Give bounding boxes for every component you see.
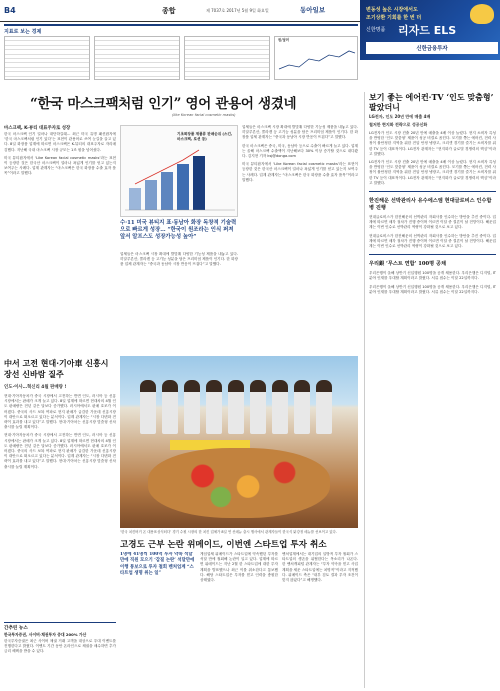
news-photo: [120, 356, 358, 528]
lead-column-1: [4, 132, 116, 352]
story-3-body-1: 게임업체 위메이드가 스타트업에 약속했던 투자를 석달 만에 철회해 논란이 일고 있다. 업계에 따르면 위메이드는 지난 2월 한 스타트업에 대한 투자 계획을 발표했으나 최근 이를 취소한다고 통보했다. 해당 스타트업은 투자를 믿고 인력을 충원한 상태였다.: [200, 552, 278, 583]
side-story-1-body-2: LG전자가 인도 시장 진출 20년 만에 매출을 4배 이상 늘렸다. 현지 소비자 특성을 반영한 ‘인도 맞춤형’ 제품이 성공 비결로 꼽힌다. 모기를 쫓는 에어컨, 전력 사정이 불안정한 지역을 위한 전압 안정 냉장고, 크리켓 경기를 즐기는 소비자를 위한 TV 등이 대표적이다. LG전자 관계자는 “현지화가 글로벌 경쟁력의 핵심”이라고 말했다.: [369, 160, 496, 185]
side-story-1-headline: 보기 좋는 에어컨·TV ‘인도 맞춤형’ 팔았더니: [369, 92, 494, 112]
ad-product-name: 리자드 ELS: [398, 24, 457, 37]
lead-column-2: [120, 252, 238, 352]
side-story-1-body: LG전자가 인도 시장 진출 20년 만에 매출을 4배 이상 늘렸다. 현지 소비자 특성을 반영한 ‘인도 맞춤형’ 제품이 성공 비결로 꼽힌다. 모기를 쫓는 에어컨, 전력 사정이 불안정한 지역을 위한 전압 안정 냉장고, 크리켓 경기를 즐기는 소비자를 위한 TV 등이 대표적이다. LG전자 관계자는 “현지화가 글로벌 경쟁력의 핵심”이라고 말했다.: [369, 131, 496, 156]
market-title: 지표로 보는 경제: [4, 29, 42, 35]
brief-item-title: 한국투자증권, 사이버·채권투자 증대 200% 가산: [4, 632, 87, 637]
food-platter: [148, 448, 330, 518]
page-number: B4: [4, 6, 16, 15]
lead-paragraph-1: 한국 마스크팩 인기 얼마나 대단하길래… 최근 미국 유명 패션잡지에 ‘한국 마스크팩처럼 인기 있다’는 표현이 관용어로 쓰여 눈길을 끌고 있다. 8일 화장품 업계에 따르면 마스크팩은 K-뷰티의 대표주자로 자리매김했다. 지난해 국내 마스크팩 시장 규모는 1조 원을 넘어섰다.: [4, 132, 116, 152]
side-story-1-subhead-2: 철저한 현지화 전략으로 성공신화: [369, 122, 428, 127]
ad-brand: 신한금융투자: [366, 42, 498, 54]
story-2-body-2: 현대·기아자동차가 중국 시장에서 고전하는 반면 인도, 러시아 등 신흥시장에서는 판매가 크게 늘고 있다. 8일 업계에 따르면 현대차의 4월 인도 판매량은 전년 같은 달보다 증가했다. 러시아에서도 판매 호조가 이어졌다. 중국의 사드 보복 여파로 현지 판매가 급감한 가운데 신흥시장이 대안으로 떠오르고 있다는 분석이다. 업계 관계자는 “시장 다변화 전략이 효과를 내고 있다”고 말했다. 현대·기아차는 신흥시장 맞춤형 신차 출시를 늘릴 계획이다.: [4, 433, 116, 469]
story-3-headline: 고경도 근부 논란 위메이드, 이번엔 스타트업 투자 취소: [120, 540, 327, 550]
mascot-icon: [470, 4, 494, 24]
newspaper-name: 동아일보: [300, 6, 326, 14]
side-story-3-headline: 우리銀 ‘무스트 연합’ 100명 공채: [369, 261, 446, 268]
lead-paragraph-2: 미국 뷰티잡지에서 ‘Like Korean facial cosmetic masks’라는 표현이 등장한 것은 한국산 마스크팩이 얼마나 폭넓게 인기를 얻고 있는지 보여주는 사례다. 업계 관계자는 “마스크팩은 한국 화장품 수출 효자 품목”이라고 말했다.: [4, 155, 116, 176]
lead-paragraph-3b: 업체들은 마스크팩 시장 확대에 발맞춰 다양한 기능성 제품을 내놓고 있다. 히알루론산, 콜라겐 등 고기능 성분을 담은 프리미엄 제품이 인기다. 한 화장품 업체 관계자는 “중국과 동남아 시장 반응이 뜨겁다”고 말했다.: [242, 125, 358, 140]
market-table-3: [184, 36, 270, 80]
story-3-column-3: [282, 552, 358, 688]
story-2-headline: 中서 고전 현대·기아車 신흥시장선 신바람 질주: [4, 358, 109, 379]
story-2-subhead: 인도·이사…혁신리 4월 판매량 !: [4, 385, 67, 390]
story-3-body-2: 벤처업계에서는 대기업의 일방적 투자 철회가 스타트업의 생존을 위협한다는 목소리가 나온다. 한 벤처캐피털 관계자는 “투자 약속을 믿고 사업 계획을 세운 스타트업에는 치명적”이라고 지적했다. 위메이드 측은 “내부 검토 결과 투자 조건이 맞지 않았다”고 해명했다.: [282, 552, 358, 583]
story-2-body: 현대·기아자동차가 중국 시장에서 고전하는 반면 인도, 러시아 등 신흥시장에서는 판매가 크게 늘고 있다. 8일 업계에 따르면 현대차의 4월 인도 판매량은 전년 같은 달보다 증가했다. 러시아에서도 판매 호조가 이어졌다. 중국의 사드 보복 여파로 현지 판매가 급감한 가운데 신흥시장이 대안으로 떠오르고 있다는 분석이다. 업계 관계자는 “시장 다변화 전략이 효과를 내고 있다”고 말했다. 현대·기아차는 신흥시장 맞춤형 신차 출시를 늘릴 계획이다.: [4, 394, 116, 430]
side-story-2-body: 현대글로비스가 한진해운의 선박관리 자회사를 인수하는 방안을 추진 중이다. 업계에 따르면 매각 절차가 진행 중이며 이르면 이달 중 결론이 날 전망이다. 해운업계는 이번 인수로 선박관리 역량이 강화될 것으로 보고 있다.: [369, 215, 496, 230]
side-story-3-body: 우리은행이 올해 상반기 신입행원 100명을 공개 채용한다. 우리은행은 디지털, IT 분야 인재를 우대할 계획이라고 밝혔다. 서류 접수는 이달 22일까지다.: [369, 271, 496, 281]
lead-paragraph-4: 한국 마스크팩은 중국, 미국, 동남아 등으로 수출이 빠르게 늘고 있다. 업계는 올해 마스크팩 수출액이 지난해보다 30% 이상 증가할 것으로 내다봤다. 김지현 기자 ksj@donga.com: [242, 143, 358, 159]
side-story-1-subhead: LG전자, 인도 20년 만에 매출 4배: [369, 114, 431, 119]
lead-tag: 마스크팩, K-뷰티 대표주자로 성장: [4, 126, 71, 131]
dateline: 제 7037호 2017년 5월 9일 화요일: [206, 8, 269, 13]
people-figures: [136, 380, 342, 440]
chart-title: 기초화장품 제품류 판매순위 (스킨, 마스크팩, 로션 등): [177, 132, 233, 141]
story-3-column-1: [120, 552, 196, 688]
story-2-body-block: [4, 394, 116, 618]
exchange-rate-chart: [274, 36, 358, 80]
lead-pullquote: 수·11 미국 뷰티지 표·동남아 화장 독창적 기술력으로 빠르게 성장… “한국이 원조라는 인식 퍼져 앞서 알프스도 성장가능성 높아”: [120, 220, 237, 241]
news-brief: [4, 622, 116, 688]
market-table-2: [94, 36, 180, 80]
lead-subhead-en: (like Korean facial cosmetic masks): [172, 113, 236, 117]
ad-line-2: 조기상환 기회를 한 번 더: [366, 15, 422, 21]
brief-title: 간추린 뉴스: [4, 626, 28, 631]
lead-column-3: [242, 125, 358, 352]
sales-rank-chart: [120, 125, 238, 217]
lead-paragraph-3: 업체들은 마스크팩 시장 확대에 발맞춰 다양한 기능성 제품을 내놓고 있다. 히알루론산, 콜라겐 등 고기능 성분을 담은 프리미엄 제품이 인기다. 한 화장품 업체 관계자는 “중국과 동남아 시장 반응이 뜨겁다”고 말했다.: [120, 252, 238, 267]
story-3-column-2: [200, 552, 278, 688]
advertisement[interactable]: [360, 0, 500, 60]
side-story-2-headline: 한진해운 선박관리사 유수에스엠 현대글로비스 인수합병 진행: [369, 198, 492, 212]
market-indicators: [4, 24, 358, 82]
photo-caption: ‘한국 치킨버거 온 대용표상식퇴다’ 경기 수원 시장의 한 치킨 업체가 8일 연 신메뉴 출시 행사에서 관계자들이 한국식 닭강정 메뉴를 선보이고 있다.: [120, 530, 337, 534]
market-table-1: [4, 36, 90, 80]
lead-paragraph-2b: 미국 뷰티잡지에서 ‘Like Korean facial cosmetic masks’라는 표현이 등장한 것은 한국산 마스크팩이 얼마나 폭넓게 인기를 얻고 있는지 보여주는 사례다. 업계 관계자는 “마스크팩은 한국 화장품 수출 효자 품목”이라고 말했다.: [242, 162, 358, 182]
ad-line-1: 변동성 높은 시장에서도: [366, 7, 418, 13]
exchange-line: [275, 37, 359, 81]
side-story-2-body-2: 현대글로비스가 한진해운의 선박관리 자회사를 인수하는 방안을 추진 중이다. 업계에 따르면 매각 절차가 진행 중이며 이르면 이달 중 결론이 날 전망이다. 해운업계는 이번 인수로 선박관리 역량이 강화될 것으로 보고 있다.: [369, 233, 496, 249]
side-column: [364, 92, 496, 688]
story-3-highlights: 1명에 41명씩 100억 투자 약속 석달만에 직원 모으기 ‘갑질 논란’ 석달만에 이행 통보으로 투자 철회 벤처업계 “스타트업 생명 위는 일”: [120, 552, 195, 577]
exchange-chart-title: 원/달러: [278, 38, 290, 42]
section-name: 종합: [162, 7, 176, 15]
side-story-3-body-2: 우리은행이 올해 상반기 신입행원 100명을 공개 채용한다. 우리은행은 디지털, IT 분야 인재를 우대할 계획이라고 밝혔다. 서류 접수는 이달 22일까지다.: [369, 284, 496, 294]
brief-item-body: 한국투자증권은 최근 사이버 채권 거래 고객을 대상으로 우대 이벤트를 진행한다고 밝혔다. 이벤트 기간 동안 온라인으로 채권을 매수하면 추가 금리 혜택을 받을 수 있다.: [4, 639, 116, 654]
lead-headline: “한국 마스크팩처럼 인기” 영어 관용어 생겼네: [30, 96, 297, 112]
ad-line-3: 신한명품: [366, 27, 386, 33]
